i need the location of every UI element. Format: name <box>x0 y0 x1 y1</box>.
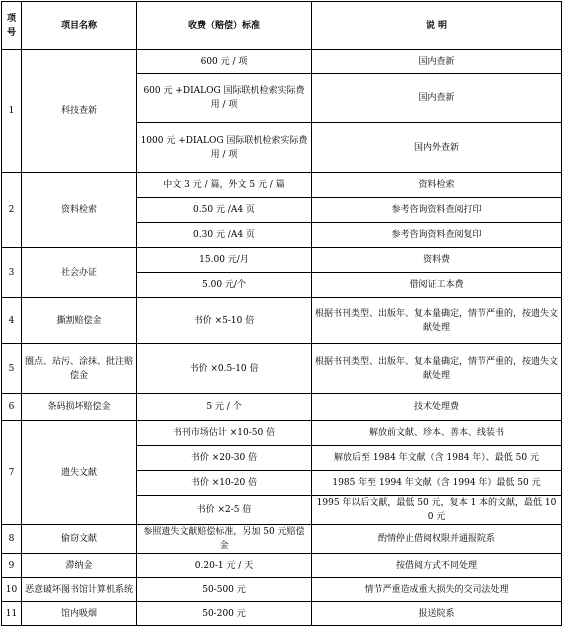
table-row <box>2 173 562 198</box>
item-note: 根据书刊类型、出版年、复本量确定，情节严重的，按遗失文献处理 <box>312 344 562 394</box>
item-fee: 参照遗失文献赔偿标准，另加 50 元赔偿金 <box>137 525 312 554</box>
item-fee: 书价 ×0.5-10 倍 <box>137 344 312 394</box>
item-no: 6 <box>2 394 22 421</box>
item-fee: 书价 ×5-10 倍 <box>137 298 312 344</box>
item-note: 根据书刊类型、出版年、复本量确定，情节严重的，按遗失文献处理 <box>312 298 562 344</box>
item-fee: 50-500 元 <box>137 578 312 602</box>
item-name: 条码损坏赔偿金 <box>22 394 137 421</box>
header-fee: 收费（赔偿）标准 <box>137 2 312 50</box>
item-no: 4 <box>2 298 22 344</box>
item-note: 资料费 <box>312 248 562 273</box>
item-note: 国内外查新 <box>312 123 562 173</box>
item-fee: 5.00 元/个 <box>137 273 312 298</box>
item-name: 恶意破坏图书馆计算机系统 <box>22 578 137 602</box>
item-no: 3 <box>2 248 22 298</box>
item-fee: 15.00 元/月 <box>137 248 312 273</box>
item-no: 9 <box>2 554 22 578</box>
item-note: 借阅证工本费 <box>312 273 562 298</box>
table-row <box>2 525 562 554</box>
item-no: 1 <box>2 50 22 173</box>
header-name: 项目名称 <box>22 2 137 50</box>
item-fee: 0.30 元 /A4 页 <box>137 223 312 248</box>
table-row <box>2 248 562 273</box>
item-fee: 书刊市场估计 ×10-50 倍 <box>137 421 312 446</box>
table-row <box>2 421 562 446</box>
header-note: 说 明 <box>312 2 562 50</box>
fee-table <box>1 1 562 626</box>
item-fee: 书价 ×2-5 倍 <box>137 496 312 525</box>
item-name: 偷窃文献 <box>22 525 137 554</box>
item-no: 10 <box>2 578 22 602</box>
table-row <box>2 344 562 394</box>
item-note: 国内查新 <box>312 50 562 74</box>
item-name: 滞纳金 <box>22 554 137 578</box>
table-row <box>2 298 562 344</box>
item-name: 社会办证 <box>22 248 137 298</box>
item-note: 参考咨询资料查阅打印 <box>312 198 562 223</box>
item-name: 遗失文献 <box>22 421 137 525</box>
item-fee: 0.50 元 /A4 页 <box>137 198 312 223</box>
item-no: 7 <box>2 421 22 525</box>
item-fee: 600 元 / 项 <box>137 50 312 74</box>
item-no: 2 <box>2 173 22 248</box>
table-row <box>2 50 562 74</box>
item-note: 按借阅方式不同处理 <box>312 554 562 578</box>
item-fee: 中文 3 元 / 篇，外文 5 元 / 篇 <box>137 173 312 198</box>
item-fee: 0.20-1 元 / 天 <box>137 554 312 578</box>
item-note: 技术处理费 <box>312 394 562 421</box>
item-no: 5 <box>2 344 22 394</box>
item-name: 撕割赔偿金 <box>22 298 137 344</box>
header-no: 项号 <box>2 2 22 50</box>
table-row <box>2 578 562 602</box>
item-name: 圈点、玷污、涂抹、批注赔偿金 <box>22 344 137 394</box>
item-note: 资料检索 <box>312 173 562 198</box>
item-note: 情节严重造成重大损失的交司法处理 <box>312 578 562 602</box>
item-fee: 600 元 +DIALOG 国际联机检索实际费用 / 项 <box>137 74 312 123</box>
item-note: 1985 年至 1994 年文献（含 1994 年）最低 50 元 <box>312 471 562 496</box>
table-row <box>2 394 562 421</box>
table-row <box>2 602 562 626</box>
item-no: 8 <box>2 525 22 554</box>
table-row <box>2 554 562 578</box>
item-fee: 5 元 / 个 <box>137 394 312 421</box>
item-fee: 书价 ×20-30 倍 <box>137 446 312 471</box>
item-fee: 书价 ×10-20 倍 <box>137 471 312 496</box>
item-note: 解放后至 1984 年文献（含 1984 年）、最低 50 元 <box>312 446 562 471</box>
item-note: 1995 年以后文献，最低 50 元，复本 1 本的文献，最低 100 元 <box>312 496 562 525</box>
item-note: 解放前文献、珍本、善本、线装书 <box>312 421 562 446</box>
item-note: 酌情停止借阅权限并通报院系 <box>312 525 562 554</box>
item-note: 报送院系 <box>312 602 562 626</box>
item-fee: 50-200 元 <box>137 602 312 626</box>
item-name: 科技查新 <box>22 50 137 173</box>
item-note: 参考咨询资料查阅复印 <box>312 223 562 248</box>
item-no: 11 <box>2 602 22 626</box>
item-note: 国内查新 <box>312 74 562 123</box>
item-fee: 1000 元 +DIALOG 国际联机检索实际费用 / 项 <box>137 123 312 173</box>
item-name: 馆内吸烟 <box>22 602 137 626</box>
item-name: 资料检索 <box>22 173 137 248</box>
header-row <box>2 2 562 50</box>
